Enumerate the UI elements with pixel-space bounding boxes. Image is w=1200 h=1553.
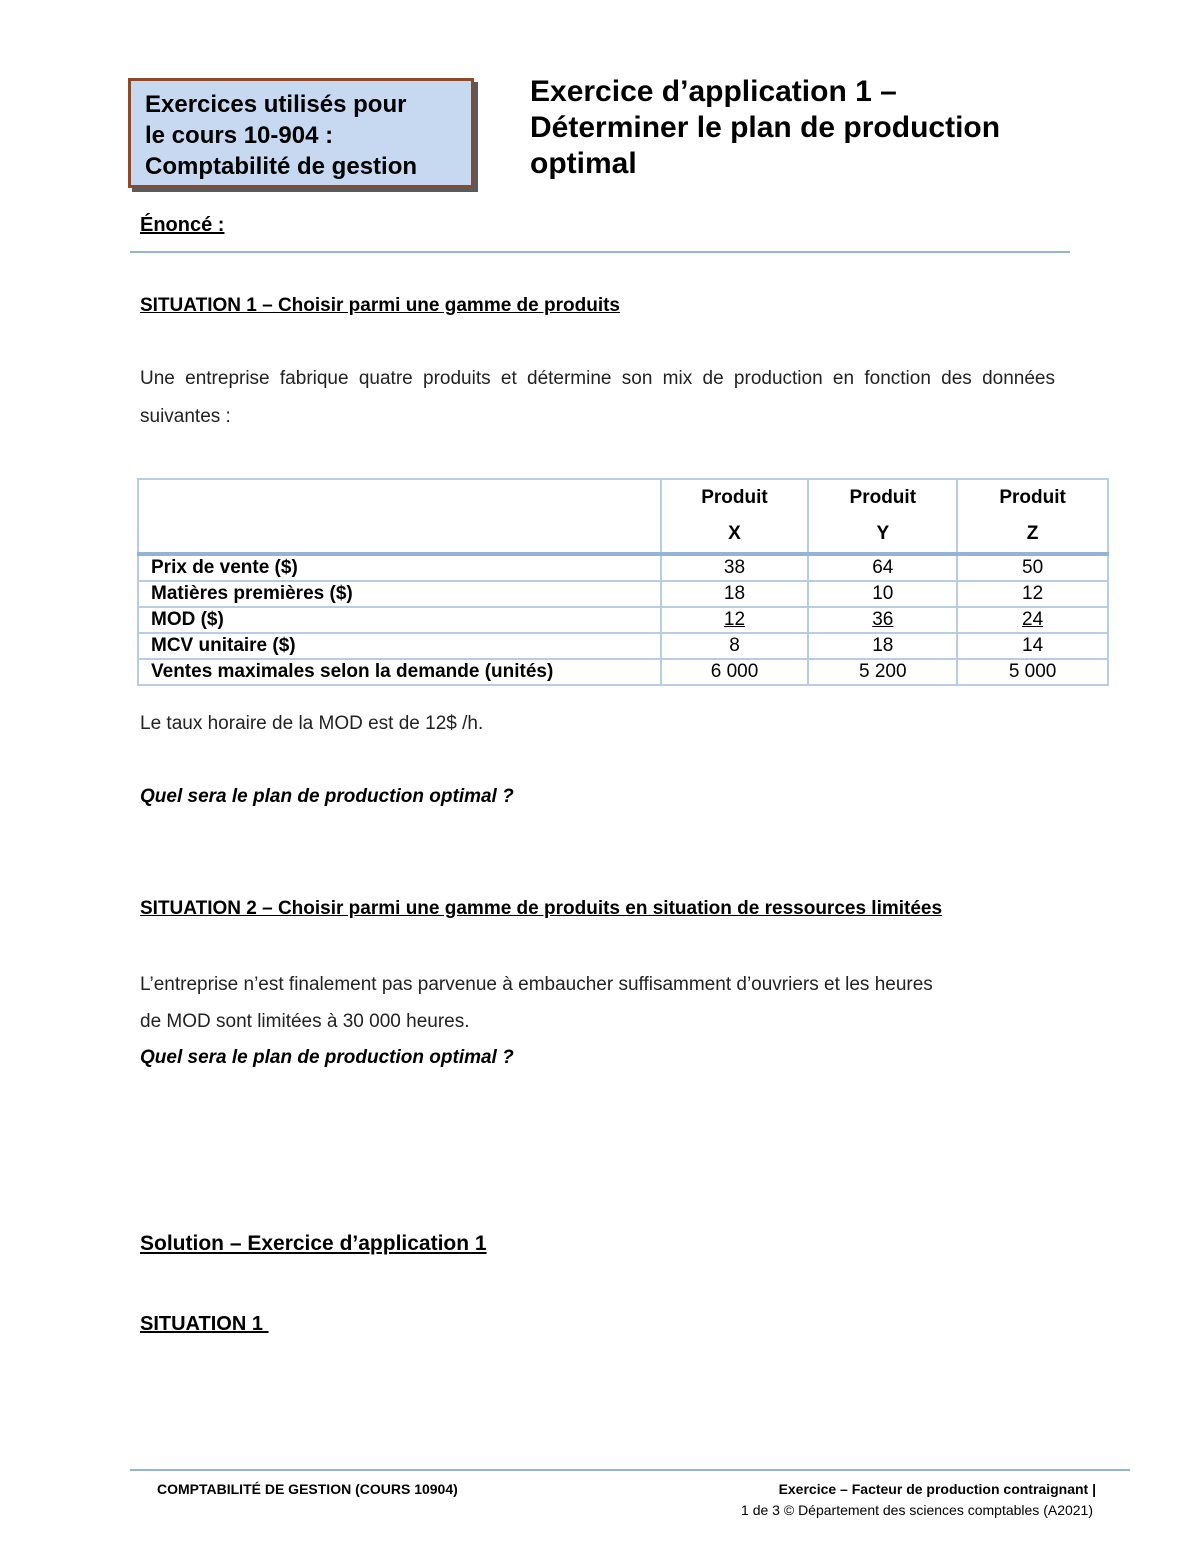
situation2-question: Quel sera le plan de production optimal ? [140, 1047, 514, 1068]
cell-value: 6 000 [661, 659, 809, 685]
cell-value: 12 [957, 581, 1108, 607]
cell-value: 38 [661, 554, 809, 581]
cell-value [661, 607, 809, 633]
table-row [138, 659, 1108, 685]
header-product-code: Z [1026, 523, 1039, 544]
table-row [138, 633, 1108, 659]
header-product-code: X [728, 523, 741, 544]
cell-value: 18 [808, 633, 957, 659]
solution-heading: Solution – Exercice d’application 1 [140, 1232, 487, 1255]
table-header-product-x [661, 479, 809, 554]
cell-value-text: 36 [872, 609, 894, 630]
footer-course: COMPTABILITÉ DE GESTION (COURS 10904) [157, 1481, 458, 1497]
header-product-code: Y [876, 523, 890, 544]
row-label: Ventes maximales selon la demande (unités) [138, 659, 661, 685]
cell-value: 64 [808, 554, 957, 581]
table-row [138, 581, 1108, 607]
table-row [138, 607, 1108, 633]
table-header-row [138, 479, 1108, 554]
cell-value: 50 [957, 554, 1108, 581]
header-label: Produit [999, 487, 1066, 508]
table-row [138, 554, 1108, 581]
table-header-empty [138, 479, 661, 554]
cell-value [957, 607, 1108, 633]
table-header-product-z [957, 479, 1108, 554]
row-label: MCV unitaire ($) [138, 633, 661, 659]
row-label: Matières premières ($) [138, 581, 661, 607]
title-line3: optimal [530, 147, 637, 180]
footer-divider [130, 1469, 1130, 1471]
header-divider [130, 251, 1070, 253]
cell-value: 10 [808, 581, 957, 607]
situation2-heading: SITUATION 2 – Choisir parmi une gamme de produits en situation de ressources limitées [140, 898, 943, 919]
cell-value: 5 200 [808, 659, 957, 685]
situation1-paragraph: Une entreprise fabrique quatre produits et détermine son mix de production en fonction des données suivantes : [140, 368, 1055, 427]
cell-value: 5 000 [957, 659, 1108, 685]
situation1-heading: SITUATION 1 – Choisir parmi une gamme de produits [140, 295, 621, 316]
situation2-line2: de MOD sont limitées à 30 000 heures. [140, 1011, 470, 1032]
cell-value [808, 607, 957, 633]
course-box-line3: Comptabilité de gestion [145, 153, 418, 180]
title-line2: Déterminer le plan de production [530, 111, 1001, 144]
row-label: MOD ($) [138, 607, 661, 633]
header-label: Produit [849, 487, 917, 508]
exercise-title [530, 74, 1090, 182]
product-data-table [137, 478, 1109, 686]
cell-value-text: 24 [1022, 609, 1044, 630]
mod-rate-text: Le taux horaire de la MOD est de 12$ /h. [140, 713, 484, 734]
cell-value: 8 [661, 633, 809, 659]
cell-value-text: 12 [723, 609, 746, 630]
situation2-line1: L’entreprise n’est finalement pas parvenue à embaucher suffisamment d’ouvriers et les heures [140, 974, 933, 995]
table-header-product-y [808, 479, 957, 554]
course-info-box [128, 78, 474, 188]
course-box-line2: le cours 10-904 : [145, 122, 334, 149]
situation1-question: Quel sera le plan de production optimal ? [140, 786, 514, 807]
footer-exercise: Exercice – Facteur de production contraignant | [778, 1481, 1096, 1497]
cell-value: 14 [957, 633, 1108, 659]
solution-situation1-heading: SITUATION 1 [140, 1313, 269, 1335]
course-box-line1: Exercices utilisés pour [145, 91, 407, 118]
cell-value: 18 [661, 581, 809, 607]
enonce-heading: Énoncé : [140, 214, 225, 236]
footer-page-number: 1 de 3 © Département des sciences comptables (A2021) [741, 1502, 1093, 1518]
title-line1: Exercice d’application 1 – [530, 75, 897, 108]
row-label: Prix de vente ($) [138, 554, 661, 581]
header-label: Produit [701, 487, 768, 508]
